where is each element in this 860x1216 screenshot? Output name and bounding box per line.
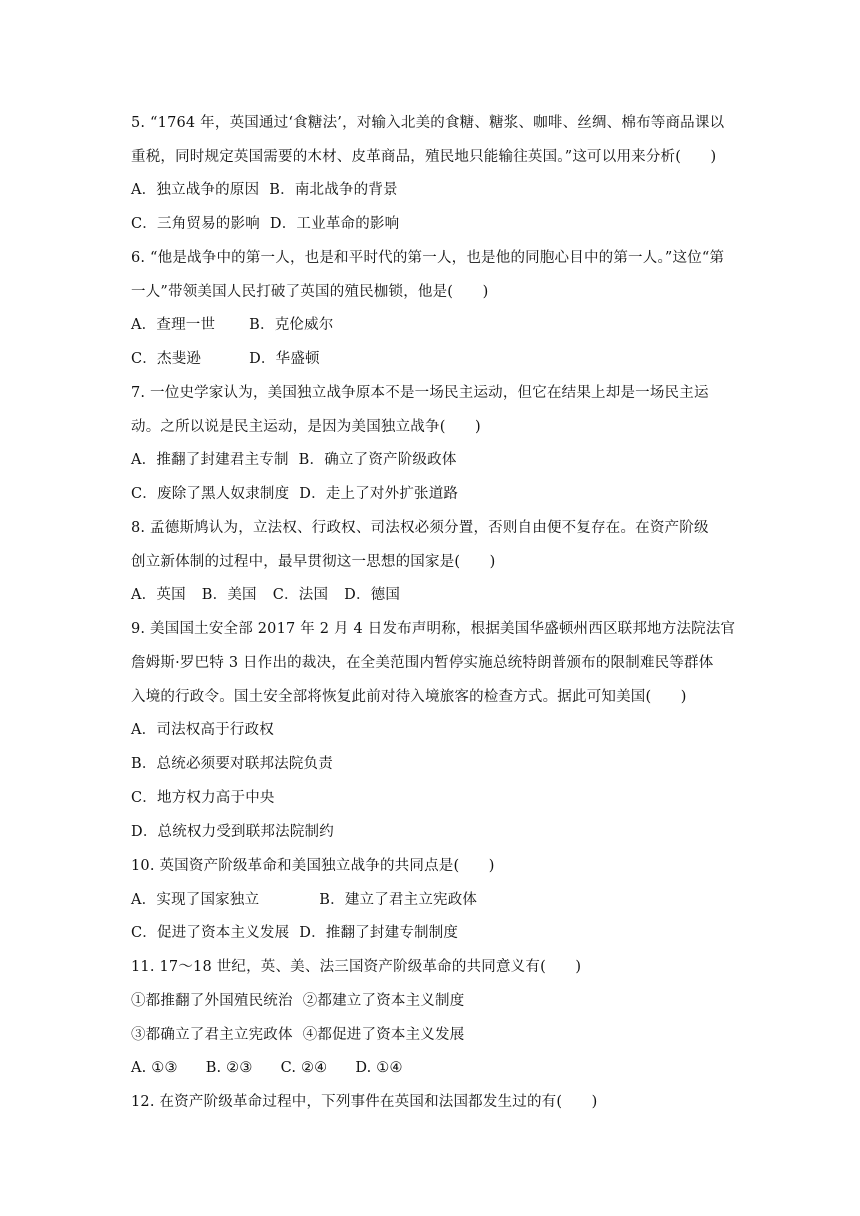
q10-option-b: B．建立了君主立宪政体: [319, 892, 478, 908]
q11-statement-3: ③都确立了君主立宪政体: [131, 1027, 293, 1043]
q11-option-c: C. ②④: [280, 1060, 328, 1076]
q6-option-d: D．华盛顿: [249, 351, 320, 367]
q8-option-b: B．美国: [201, 587, 257, 603]
q8-stem-line-2: 创立新体制的过程中，最早贯彻这一思想的国家是( ): [131, 554, 496, 570]
q8-option-d: D．德国: [344, 587, 401, 603]
q5-options-row-2: [131, 214, 399, 234]
q7-options-row-2: [131, 484, 458, 504]
q5-option-b: B．南北战争的背景: [269, 182, 398, 198]
q6-option-c: C．杰斐逊: [131, 351, 202, 367]
q10-option-d: D．推翻了封建专制制度: [299, 925, 459, 941]
q10-options-row-2: [131, 923, 458, 943]
q6-options-row-2: [131, 349, 320, 369]
q9-option-a: A．司法权高于行政权: [131, 722, 274, 738]
q11-statement-2: ②都建立了资本主义制度: [302, 993, 465, 1009]
q7-options-row-1: [131, 450, 457, 470]
q11-statement-1: ①都推翻了外国殖民统治: [131, 993, 293, 1009]
q9-stem-line-3: 入境的行政令。国土安全部将恢复此前对待入境旅客的检查方式。据此可知美国( ): [131, 689, 687, 705]
q7-option-b: B．确立了资产阶级政体: [298, 452, 457, 468]
q6-option-b: B．克伦威尔: [249, 317, 334, 333]
q11-statement-4: ④都促进了资本主义发展: [302, 1027, 465, 1043]
q11-option-a: A. ①③: [131, 1060, 178, 1076]
q9-option-c: C．地方权力高于中央: [131, 790, 275, 806]
q10-option-c: C．促进了资本主义发展: [131, 925, 290, 941]
q7-stem-line-1: 7. 一位史学家认为，美国独立战争原本不是一场民主运动，但它在结果上却是一场民主运: [131, 385, 709, 401]
q8-options-row: [131, 585, 400, 605]
q10-option-a: A．实现了国家独立: [131, 892, 260, 908]
q5-stem-line-1: 5. “1764 年，英国通过‘食糖法’，对输入北美的食糖、糖浆、咖啡、丝绸、棉布等商品课以: [131, 115, 725, 131]
q9-stem-line-2: 詹姆斯·罗巴特 3 日作出的裁决，在全美范围内暂停实施总统特朗普颁布的限制难民等群体: [131, 655, 714, 671]
q11-statements-row-2: [131, 1025, 464, 1045]
q9-stem-line-1: 9. 美国国土安全部 2017 年 2 月 4 日发布声明称，根据美国华盛顿州西区联邦地方法院法官: [131, 621, 736, 637]
q9-option-b: B．总统必须要对联邦法院负责: [131, 756, 333, 772]
q7-stem-line-2: 动。之所以说是民主运动，是因为美国独立战争( ): [131, 419, 481, 435]
q12-stem: 12. 在资产阶级革命过程中，下列事件在英国和法国都发生过的有( ): [131, 1094, 598, 1110]
q8-stem-line-1: 8. 孟德斯鸠认为，立法权、行政权、司法权必须分置，否则自由便不复存在。在资产阶级: [131, 520, 709, 536]
q11-statements-row-1: [131, 991, 464, 1011]
q8-option-c: C．法国: [272, 587, 329, 603]
q6-option-a: A．查理一世: [131, 317, 216, 333]
q7-option-d: D．走上了对外扩张道路: [299, 486, 459, 502]
q10-stem: 10. 英国资产阶级革命和美国独立战争的共同点是( ): [131, 858, 495, 874]
q6-stem-line-1: 6. “他是战争中的第一人，也是和平时代的第一人，也是他的同胞心目中的第一人。”这位“第: [131, 250, 725, 266]
q5-option-a: A．独立战争的原因: [131, 182, 260, 198]
q6-options-row-1: [131, 315, 334, 335]
q11-options-row: [131, 1058, 403, 1078]
q9-option-d: D．总统权力受到联邦法院制约: [131, 824, 334, 840]
q7-option-a: A．推翻了封建君主专制: [131, 452, 289, 468]
q6-stem-line-2: 一人”带领美国人民打破了英国的殖民枷锁，他是( ): [131, 284, 489, 300]
q10-options-row-1: [131, 890, 477, 910]
q5-option-d: D．工业革命的影响: [269, 216, 400, 232]
q11-stem: 11. 17～18 世纪，英、美、法三国资产阶级革命的共同意义有( ): [131, 959, 582, 975]
q8-option-a: A．英国: [131, 587, 186, 603]
q5-option-c: C．三角贸易的影响: [131, 216, 260, 232]
q5-stem-line-2: 重税，同时规定英国需要的木材、皮革商品，殖民地只能输往英国。”这可以用来分析( ): [131, 149, 717, 165]
q7-option-c: C．废除了黑人奴隶制度: [131, 486, 290, 502]
q5-options-row-1: [131, 180, 398, 200]
q11-option-b: B. ②③: [205, 1060, 253, 1076]
q11-option-d: D. ①④: [355, 1060, 403, 1076]
